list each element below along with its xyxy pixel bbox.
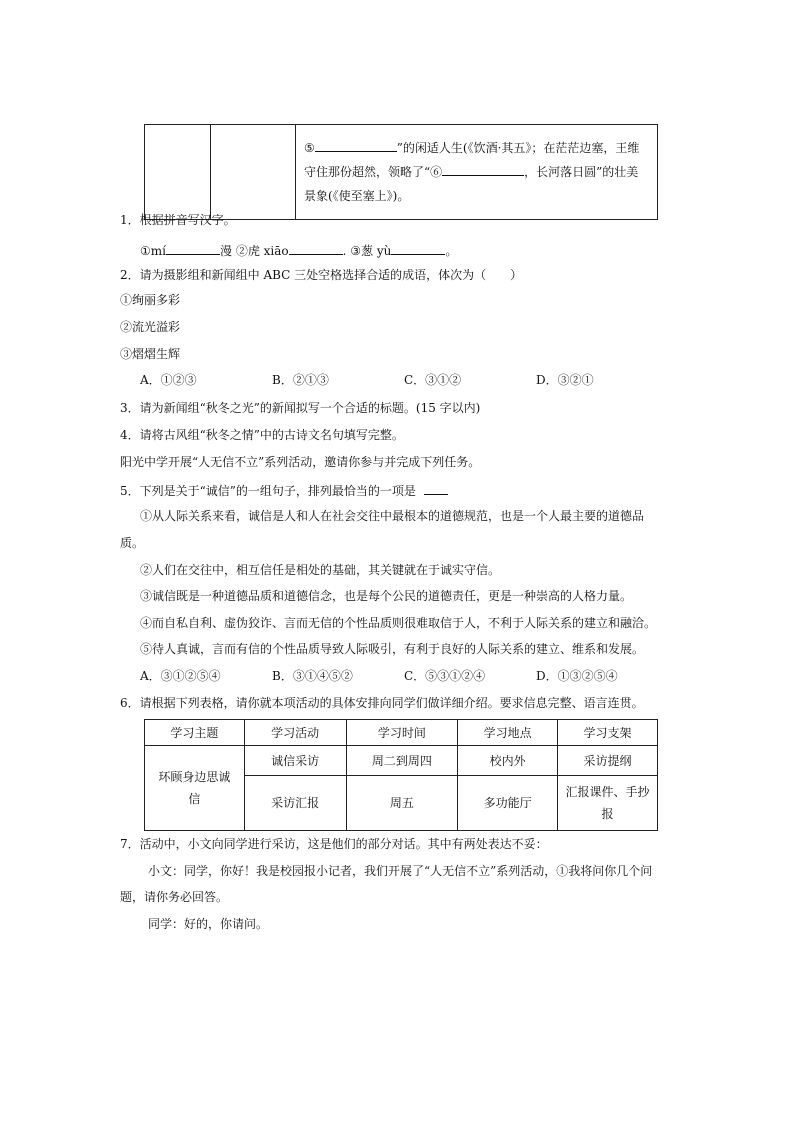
q1-text: 根据拼音写汉字。: [139, 213, 236, 227]
top-cell-line-1: ”的闲适人生(《饮酒·其五》；在茫茫边塞，王维: [396, 141, 640, 155]
top-table: [144, 124, 658, 220]
table-scaffold-line-1: 汇报课件、手抄: [565, 785, 650, 799]
table-cell: 采访提纲: [558, 746, 658, 776]
q4-stem: [120, 428, 404, 442]
table-header-time: 学习时间: [346, 720, 458, 746]
q5-choice-a[interactable]: A．③①②⑤④: [140, 669, 221, 683]
table-scaffold-line-2: 报: [601, 807, 614, 821]
q2-text: 请为摄影组和新闻组中 ABC 三处空格选择合适的成语，体次为（ ）: [139, 268, 523, 282]
q1-answers: [140, 242, 457, 258]
q1-item-3: ③葱 yù: [350, 244, 392, 258]
q2-option-1: ①绚丽多彩: [120, 293, 181, 307]
table-header-location: 学习地点: [458, 720, 558, 746]
q1-number: 1．: [120, 213, 140, 227]
table-cell: 多功能厅: [458, 776, 558, 831]
q6-text: 请根据下列表格，请你就本项活动的具体安排向同学们做详细介绍。要求信息完整、语言连贯。: [139, 696, 644, 710]
q5-choice-c[interactable]: C．⑤③①②④: [404, 669, 486, 683]
top-cell-line-2b: ，长河落日圆”的壮美: [524, 165, 639, 179]
q3-number: 3．: [120, 401, 140, 415]
answer-blank-6[interactable]: [442, 163, 524, 176]
q2-choice-a[interactable]: A．①②③: [140, 373, 197, 387]
q5-sentence-1b: 质。: [120, 536, 145, 550]
q5-choice-d[interactable]: D．①③②⑤④: [536, 669, 618, 683]
top-table-cell-empty-2: [211, 125, 296, 220]
q2-choice-b[interactable]: B．②①③: [272, 373, 329, 387]
q5-sentence-1a: ①从人际关系来看，诚信是人和人在社会交往中最根本的道德规范，也是一个人最主要的道德品: [140, 509, 645, 523]
table-cell-theme: [145, 746, 245, 831]
table-header-scaffold: 学习支架: [558, 720, 658, 746]
top-cell-line-3: 景象(《使至塞上》)。: [304, 189, 410, 203]
q3-text: 请为新闻组“秋冬之光”的新闻拟写一个合适的标题。(15 字以内): [139, 401, 481, 415]
q5-answer-blank[interactable]: [424, 482, 448, 495]
circle-number-5: ⑤: [304, 141, 315, 155]
q1-blank-3[interactable]: [391, 242, 445, 255]
q1-item-1-suffix: 漫: [219, 244, 232, 258]
table-header-theme: 学习主题: [145, 720, 245, 746]
q6-number: 6．: [120, 696, 140, 710]
table-cell-scaffold: [558, 776, 658, 831]
q1-blank-1[interactable]: [166, 242, 220, 255]
q1-stem: [120, 213, 236, 227]
q1-blank-2[interactable]: [289, 242, 343, 255]
q4-text: 请将古风组“秋冬之情”中的古诗文名句填写完整。: [139, 428, 404, 442]
q1-item-3-suffix: 。: [445, 244, 458, 258]
q5-sentence-3: ③诚信既是一种道德品质和道德信念，也是每个公民的道德责任，更是一种崇高的人格力量。: [140, 589, 633, 603]
q5-sentence-5: ⑤待人真诚，言而有信的个性品质导致人际吸引，有利于良好的人际关系的建立、维系和发展。: [140, 642, 645, 656]
q2-choice-d[interactable]: D．③②①: [536, 373, 594, 387]
q3-stem: [120, 401, 480, 415]
q2-number: 2．: [120, 268, 140, 282]
q7-dialogue-1b: 题，请你务必回答。: [120, 890, 229, 904]
activity-intro: 阳光中学开展“人无信不立”系列活动，邀请你参与并完成下列任务。: [120, 455, 481, 469]
q5-sentence-2: ②人们在交往中，相互信任是相处的基础，其关键就在于诚实守信。: [140, 563, 501, 577]
table-cell: 校内外: [458, 746, 558, 776]
q2-option-3: ③熠熠生辉: [120, 347, 181, 361]
table-header-activity: 学习活动: [244, 720, 346, 746]
table-theme-line-2: 信: [188, 792, 201, 806]
table-cell: 周五: [346, 776, 458, 831]
q6-stem: [120, 696, 644, 710]
answer-blank-5[interactable]: [315, 139, 397, 152]
q5-choice-b[interactable]: B．③①④⑤②: [272, 669, 353, 683]
q1-item-2-suffix: .: [342, 244, 347, 258]
q5-text: 下列是关于“诚信”的一组句子，排列最恰当的一项是: [139, 484, 416, 498]
q5-sentence-4: ④而自私自利、虚伪狡诈、言而无信的个性品质则很难取信于人，不利于人际关系的建立和融洽。: [140, 616, 657, 630]
q4-number: 4．: [120, 428, 140, 442]
q5-number: 5．: [120, 484, 140, 498]
q1-item-2: ②虎 xiāo: [235, 244, 289, 258]
table-cell: 诚信采访: [244, 746, 346, 776]
q1-item-1: ①mí: [140, 244, 166, 258]
q5-stem: [120, 482, 448, 498]
q7-dialogue-1a: 小文：同学，你好！我是校园报小记者，我们开展了“人无信不立”系列活动，①我将问你几个问: [148, 864, 653, 878]
top-table-cell-empty-1: [145, 125, 211, 220]
q2-choice-c[interactable]: C．③①②: [404, 373, 462, 387]
table-cell: 周二到周四: [346, 746, 458, 776]
q7-number: 7．: [120, 837, 140, 851]
activity-table: [144, 719, 658, 831]
top-cell-line-2a: 守住那份超然，领略了“⑥: [304, 165, 443, 179]
q7-stem: [120, 837, 548, 851]
q2-option-2: ②流光溢彩: [120, 320, 181, 334]
table-theme-line-1: 环顾身边思诚: [158, 770, 231, 784]
q2-stem: [120, 268, 522, 282]
q7-text: 活动中，小文向同学进行采访，这是他们的部分对话。其中有两处表达不妥：: [139, 837, 548, 851]
top-table-content-cell: [296, 125, 658, 220]
q7-dialogue-2: 同学：好的，你请问。: [148, 917, 269, 931]
table-cell: 采访汇报: [244, 776, 346, 831]
